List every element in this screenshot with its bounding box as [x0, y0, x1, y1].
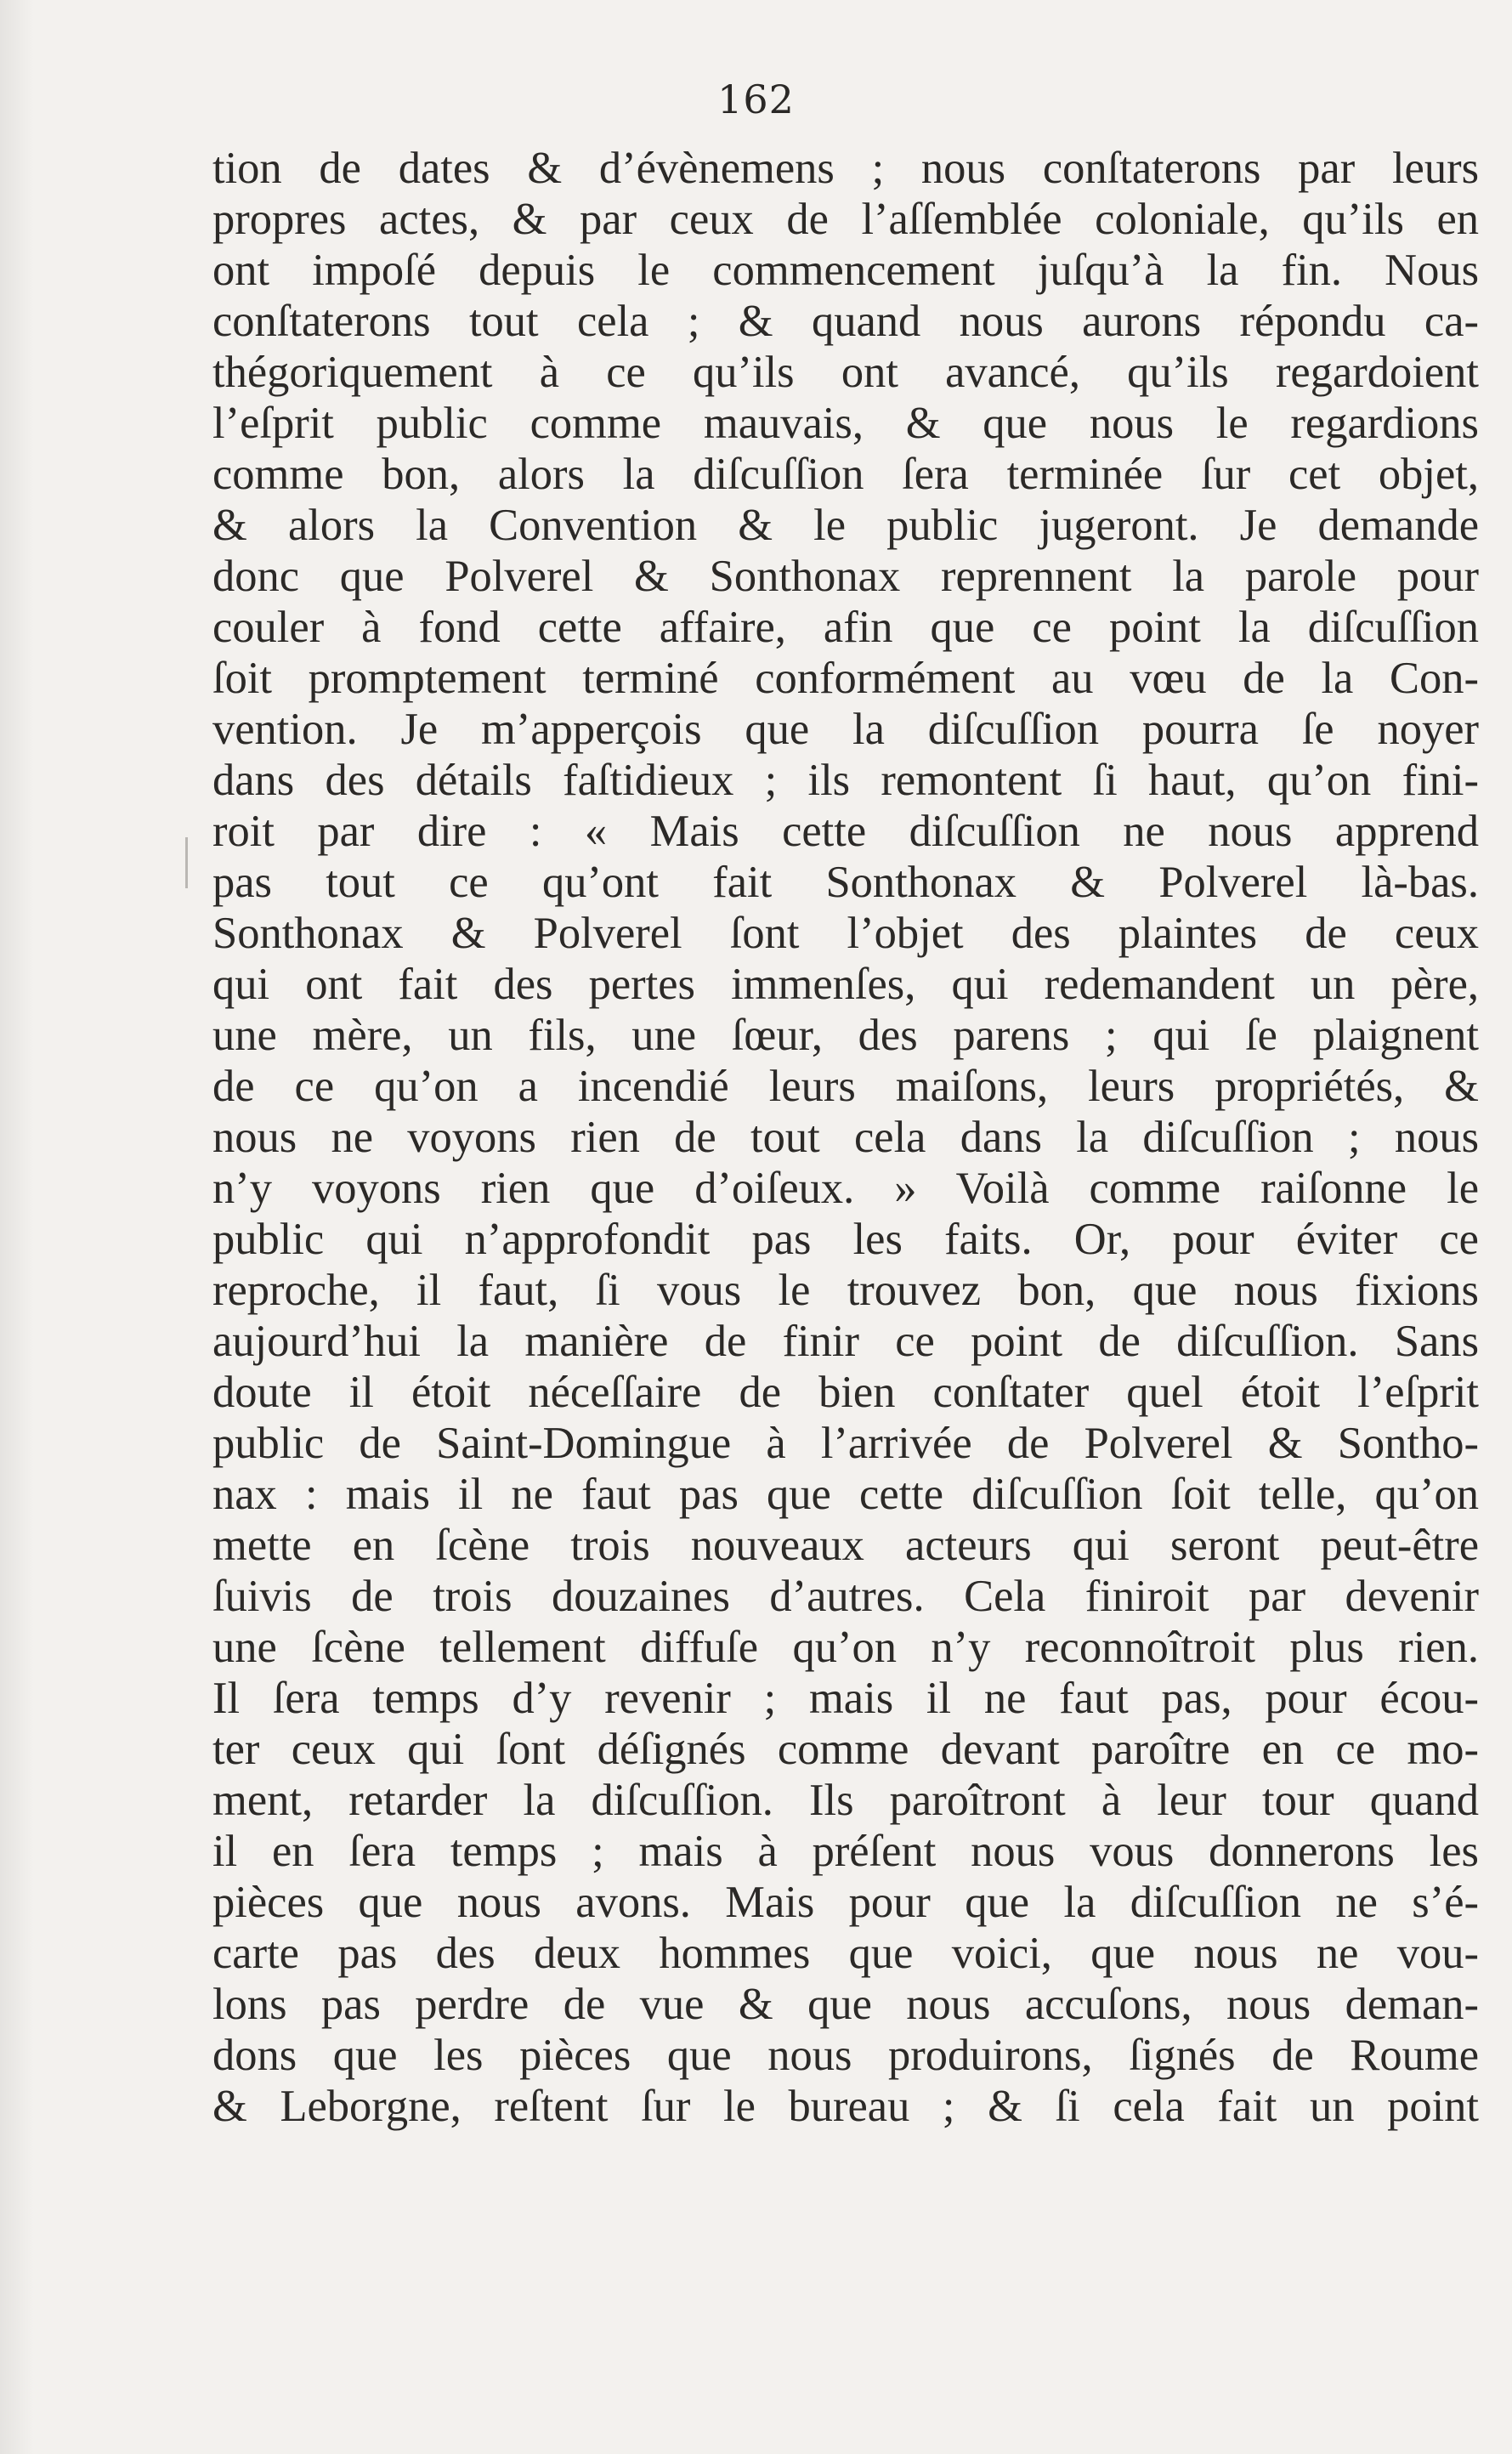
text-line: pièces que nous avons. Mais pour que la diſcuſſion ne s’é- [212, 1878, 1479, 1927]
text-line: l’eſprit public comme mauvais, & que nous le regardions [212, 399, 1479, 448]
text-line: public de Saint-Domingue à l’arrivée de Polverel & Sontho- [212, 1419, 1479, 1468]
text-line: nous ne voyons rien de tout cela dans la diſcuſſion ; nous [212, 1113, 1479, 1162]
text-line: Sonthonax & Polverel ſont l’objet des plaintes de ceux [212, 909, 1479, 958]
text-line: reproche, il faut, ſi vous le trouvez bon, que nous fixions [212, 1266, 1479, 1315]
text-line: qui ont fait des pertes immenſes, qui redemandent un père, [212, 960, 1479, 1009]
text-line: ſuivis de trois douzaines d’autres. Cela finiroit par devenir [212, 1572, 1479, 1621]
text-line: propres actes, & par ceux de l’aſſemblée coloniale, qu’ils en [212, 195, 1479, 244]
text-line: tion de dates & d’évènemens ; nous conſtaterons par leurs [212, 144, 1479, 193]
text-line: & alors la Convention & le public jugeront. Je demande [212, 501, 1479, 550]
margin-mark [185, 837, 188, 888]
text-line: ont impoſé depuis le commencement juſqu’à la fin. Nous [212, 246, 1479, 295]
text-line: & Leborgne, reſtent ſur le bureau ; & ſi cela fait un point [212, 2082, 1479, 2131]
text-line: donc que Polverel & Sonthonax reprennent la parole pour [212, 552, 1479, 601]
text-line: public qui n’approfondit pas les faits. Or, pour éviter ce [212, 1215, 1479, 1264]
text-line: une mère, un fils, une ſœur, des parens ; qui ſe plaignent [212, 1011, 1479, 1060]
text-line: une ſcène tellement diffuſe qu’on n’y reconnoîtroit plus rien. [212, 1623, 1479, 1672]
text-line: aujourd’hui la manière de finir ce point de diſcuſſion. Sans [212, 1317, 1479, 1366]
text-line: couler à fond cette affaire, afin que ce point la diſcuſſion [212, 603, 1479, 652]
text-line: dons que les pièces que nous produirons, ſignés de Roume [212, 2031, 1479, 2080]
text-line: ter ceux qui ſont déſignés comme devant paroître en ce mo- [212, 1725, 1479, 1774]
text-line: doute il étoit néceſſaire de bien conſtater quel étoit l’eſprit [212, 1368, 1479, 1417]
text-line: lons pas perdre de vue & que nous accuſons, nous deman- [212, 1980, 1479, 2029]
text-line: conſtaterons tout cela ; & quand nous aurons répondu ca- [212, 297, 1479, 346]
text-line: carte pas des deux hommes que voici, que nous ne vou- [212, 1929, 1479, 1978]
page-number: 162 [717, 77, 795, 122]
text-line: Il ſera temps d’y revenir ; mais il ne faut pas, pour écou- [212, 1674, 1479, 1723]
text-line: ſoit promptement terminé conformément au vœu de la Con- [212, 654, 1479, 703]
text-line: vention. Je m’apperçois que la diſcuſſion pourra ſe noyer [212, 705, 1479, 754]
text-line: ment, retarder la diſcuſſion. Ils paroîtront à leur tour quand [212, 1776, 1479, 1825]
text-line: thégoriquement à ce qu’ils ont avancé, qu’ils regardoient [212, 348, 1479, 397]
page-edge-shadow [0, 0, 34, 2454]
text-line: il en ſera temps ; mais à préſent nous vous donnerons les [212, 1827, 1479, 1876]
text-line: n’y voyons rien que d’oiſeux. » Voilà comme raiſonne le [212, 1164, 1479, 1213]
text-line: pas tout ce qu’ont fait Sonthonax & Polverel là-bas. [212, 858, 1479, 907]
body-text [212, 143, 1479, 2132]
text-line: comme bon, alors la diſcuſſion ſera terminée ſur cet objet, [212, 450, 1479, 499]
text-line: de ce qu’on a incendié leurs maiſons, leurs propriétés, & [212, 1062, 1479, 1111]
text-line: mette en ſcène trois nouveaux acteurs qui seront peut-être [212, 1521, 1479, 1570]
text-line: dans des détails faſtidieux ; ils remontent ſi haut, qu’on fini- [212, 756, 1479, 805]
text-line: nax : mais il ne faut pas que cette diſcuſſion ſoit telle, qu’on [212, 1470, 1479, 1519]
text-line: roit par dire : « Mais cette diſcuſſion ne nous apprend [212, 807, 1479, 856]
